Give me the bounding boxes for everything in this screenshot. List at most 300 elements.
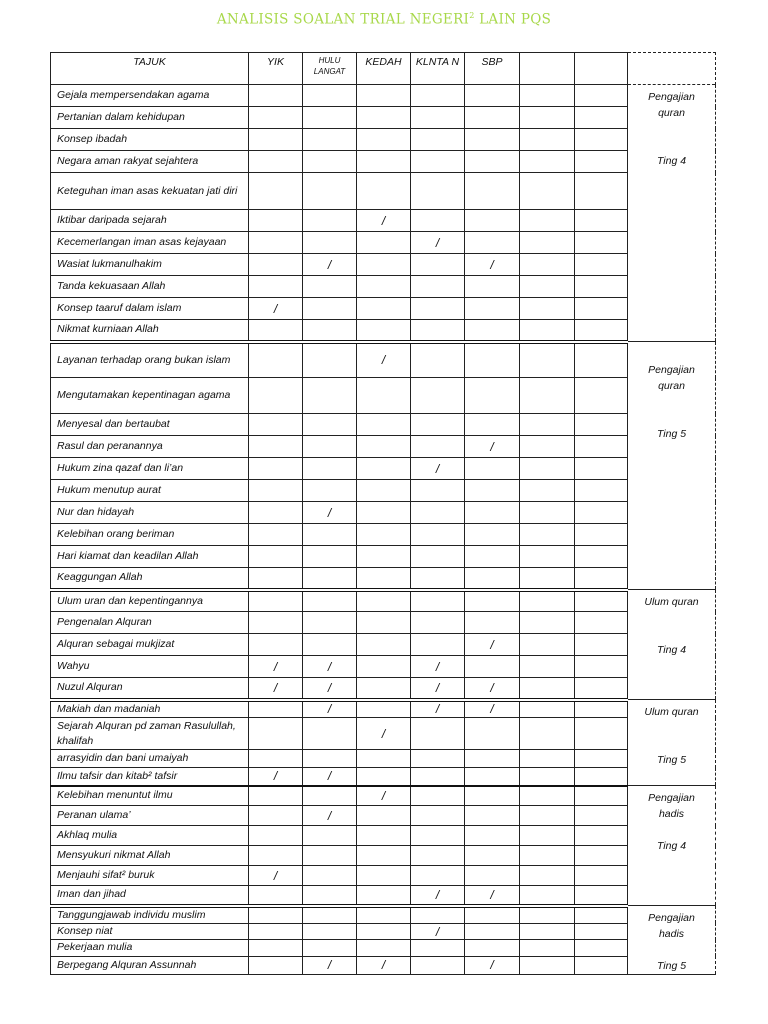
topic-cell: Rasul dan peranannya bbox=[51, 436, 249, 458]
mark-cell-kedah bbox=[357, 107, 411, 129]
table-row bbox=[51, 502, 716, 524]
mark-cell-klntan bbox=[411, 906, 465, 924]
mark-cell-hulu-langat bbox=[303, 378, 357, 414]
mark-cell-kedah bbox=[357, 866, 411, 886]
topic-cell: Wasiat lukmanulhakim bbox=[51, 254, 249, 276]
topic-cell: arrasyidin dan bani umaiyah bbox=[51, 750, 249, 768]
category-line: Pengajian bbox=[648, 91, 695, 103]
mark-cell-blank-1 bbox=[520, 718, 575, 750]
mark-cell-sbp bbox=[465, 320, 520, 342]
mark-cell-blank-2 bbox=[575, 786, 628, 806]
mark-cell-sbp: / bbox=[465, 436, 520, 458]
mark-cell-klntan bbox=[411, 173, 465, 210]
table-row bbox=[51, 906, 716, 924]
mark-cell-klntan: / bbox=[411, 678, 465, 700]
mark-cell-yik bbox=[249, 718, 303, 750]
mark-cell-hulu-langat bbox=[303, 129, 357, 151]
table-row bbox=[51, 634, 716, 656]
topic-cell: Menyesal dan bertaubat bbox=[51, 414, 249, 436]
category-line bbox=[630, 610, 713, 626]
mark-cell-blank-2 bbox=[575, 866, 628, 886]
mark-cell-hulu-langat bbox=[303, 906, 357, 924]
mark-cell-kedah bbox=[357, 173, 411, 210]
mark-cell-yik bbox=[249, 906, 303, 924]
table-row bbox=[51, 886, 716, 906]
table-row bbox=[51, 232, 716, 254]
table-row bbox=[51, 210, 716, 232]
mark-cell-hulu-langat bbox=[303, 612, 357, 634]
category-line bbox=[630, 121, 713, 137]
mark-cell-hulu-langat: / bbox=[303, 502, 357, 524]
mark-cell-kedah: / bbox=[357, 718, 411, 750]
topic-cell: Hukum zina qazaf dan li’an bbox=[51, 458, 249, 480]
category-line: Ting 5 bbox=[656, 754, 687, 766]
header-blank-2 bbox=[575, 53, 628, 85]
table-row bbox=[51, 826, 716, 846]
mark-cell-hulu-langat: / bbox=[303, 700, 357, 718]
mark-cell-kedah bbox=[357, 612, 411, 634]
table-row bbox=[51, 940, 716, 956]
table-row bbox=[51, 129, 716, 151]
table-row bbox=[51, 768, 716, 786]
mark-cell-hulu-langat bbox=[303, 846, 357, 866]
mark-cell-sbp bbox=[465, 546, 520, 568]
mark-cell-yik: / bbox=[249, 768, 303, 786]
mark-cell-klntan bbox=[411, 590, 465, 612]
topic-cell: Konsep niat bbox=[51, 923, 249, 939]
mark-cell-hulu-langat bbox=[303, 320, 357, 342]
category-line: quran bbox=[658, 380, 685, 392]
mark-cell-kedah bbox=[357, 378, 411, 414]
table-row bbox=[51, 414, 716, 436]
mark-cell-blank-1 bbox=[520, 129, 575, 151]
mark-cell-klntan bbox=[411, 524, 465, 546]
mark-cell-klntan bbox=[411, 568, 465, 590]
table-row bbox=[51, 298, 716, 320]
mark-cell-klntan bbox=[411, 210, 465, 232]
mark-cell-hulu-langat bbox=[303, 436, 357, 458]
topic-cell: Pertanian dalam kehidupan bbox=[51, 107, 249, 129]
mark-cell-blank-1 bbox=[520, 342, 575, 378]
mark-cell-blank-1 bbox=[520, 276, 575, 298]
mark-cell-klntan bbox=[411, 612, 465, 634]
table-row bbox=[51, 923, 716, 939]
topic-cell: Ilmu tafsir dan kitab² tafsir bbox=[51, 768, 249, 786]
mark-cell-blank-1 bbox=[520, 107, 575, 129]
category-line bbox=[630, 346, 713, 362]
mark-cell-blank-1 bbox=[520, 634, 575, 656]
mark-cell-yik bbox=[249, 940, 303, 956]
mark-cell-kedah bbox=[357, 232, 411, 254]
mark-cell-hulu-langat bbox=[303, 750, 357, 768]
mark-cell-sbp bbox=[465, 768, 520, 786]
topic-cell: Kelebihan menuntut ilmu bbox=[51, 786, 249, 806]
mark-cell-blank-1 bbox=[520, 923, 575, 939]
table-row bbox=[51, 85, 716, 107]
mark-cell-hulu-langat bbox=[303, 173, 357, 210]
mark-cell-yik bbox=[249, 276, 303, 298]
mark-cell-blank-1 bbox=[520, 298, 575, 320]
topic-cell: Negara aman rakyat sejahtera bbox=[51, 151, 249, 173]
table-row bbox=[51, 107, 716, 129]
category-line: quran bbox=[658, 107, 685, 119]
topic-cell: Makiah dan madaniah bbox=[51, 700, 249, 718]
mark-cell-sbp bbox=[465, 276, 520, 298]
mark-cell-blank-2 bbox=[575, 414, 628, 436]
category-cell bbox=[628, 590, 716, 700]
category-line bbox=[630, 394, 713, 410]
table-row bbox=[51, 151, 716, 173]
mark-cell-blank-1 bbox=[520, 524, 575, 546]
mark-cell-blank-1 bbox=[520, 786, 575, 806]
mark-cell-hulu-langat bbox=[303, 458, 357, 480]
mark-cell-hulu-langat: / bbox=[303, 678, 357, 700]
mark-cell-klntan bbox=[411, 378, 465, 414]
mark-cell-hulu-langat bbox=[303, 568, 357, 590]
mark-cell-blank-1 bbox=[520, 414, 575, 436]
topic-cell: Kecemerlangan iman asas kejayaan bbox=[51, 232, 249, 254]
mark-cell-sbp bbox=[465, 480, 520, 502]
mark-cell-hulu-langat bbox=[303, 786, 357, 806]
mark-cell-kedah bbox=[357, 414, 411, 436]
mark-cell-sbp bbox=[465, 342, 520, 378]
category-line bbox=[630, 720, 713, 736]
table-row bbox=[51, 786, 716, 806]
analysis-table bbox=[50, 52, 716, 975]
mark-cell-yik bbox=[249, 590, 303, 612]
mark-cell-yik bbox=[249, 458, 303, 480]
category-line: Ting 4 bbox=[656, 155, 687, 167]
mark-cell-blank-1 bbox=[520, 480, 575, 502]
mark-cell-kedah bbox=[357, 886, 411, 906]
mark-cell-kedah bbox=[357, 151, 411, 173]
category-line bbox=[630, 822, 713, 838]
mark-cell-sbp bbox=[465, 846, 520, 866]
mark-cell-sbp bbox=[465, 750, 520, 768]
mark-cell-blank-2 bbox=[575, 678, 628, 700]
mark-cell-blank-1 bbox=[520, 956, 575, 974]
mark-cell-klntan: / bbox=[411, 700, 465, 718]
table-row bbox=[51, 276, 716, 298]
mark-cell-kedah bbox=[357, 502, 411, 524]
table-row bbox=[51, 254, 716, 276]
mark-cell-klntan bbox=[411, 786, 465, 806]
mark-cell-kedah bbox=[357, 568, 411, 590]
table-row bbox=[51, 590, 716, 612]
mark-cell-blank-2 bbox=[575, 846, 628, 866]
mark-cell-klntan bbox=[411, 940, 465, 956]
mark-cell-klntan bbox=[411, 276, 465, 298]
mark-cell-blank-1 bbox=[520, 173, 575, 210]
mark-cell-kedah bbox=[357, 524, 411, 546]
mark-cell-blank-2 bbox=[575, 956, 628, 974]
mark-cell-blank-2 bbox=[575, 590, 628, 612]
table-row bbox=[51, 956, 716, 974]
mark-cell-klntan: / bbox=[411, 656, 465, 678]
topic-cell: Mensyukuri nikmat Allah bbox=[51, 846, 249, 866]
mark-cell-kedah bbox=[357, 768, 411, 786]
mark-cell-blank-1 bbox=[520, 846, 575, 866]
mark-cell-hulu-langat: / bbox=[303, 768, 357, 786]
mark-cell-blank-1 bbox=[520, 886, 575, 906]
mark-cell-klntan: / bbox=[411, 886, 465, 906]
mark-cell-blank-1 bbox=[520, 436, 575, 458]
mark-cell-blank-1 bbox=[520, 458, 575, 480]
mark-cell-sbp bbox=[465, 524, 520, 546]
mark-cell-klntan bbox=[411, 806, 465, 826]
mark-cell-sbp bbox=[465, 568, 520, 590]
topic-cell: Hari kiamat dan keadilan Allah bbox=[51, 546, 249, 568]
mark-cell-hulu-langat: / bbox=[303, 254, 357, 276]
mark-cell-hulu-langat bbox=[303, 546, 357, 568]
table-row bbox=[51, 806, 716, 826]
mark-cell-kedah bbox=[357, 906, 411, 924]
mark-cell-kedah bbox=[357, 85, 411, 107]
mark-cell-blank-1 bbox=[520, 378, 575, 414]
mark-cell-kedah bbox=[357, 750, 411, 768]
mark-cell-blank-2 bbox=[575, 320, 628, 342]
mark-cell-yik bbox=[249, 546, 303, 568]
category-line bbox=[630, 736, 713, 752]
mark-cell-hulu-langat bbox=[303, 634, 357, 656]
mark-cell-klntan bbox=[411, 846, 465, 866]
mark-cell-hulu-langat bbox=[303, 524, 357, 546]
mark-cell-sbp: / bbox=[465, 254, 520, 276]
mark-cell-sbp bbox=[465, 107, 520, 129]
header-yik: YIK bbox=[249, 53, 303, 85]
mark-cell-sbp bbox=[465, 210, 520, 232]
mark-cell-kedah: / bbox=[357, 342, 411, 378]
mark-cell-blank-2 bbox=[575, 276, 628, 298]
category-line: hadis bbox=[658, 808, 685, 820]
mark-cell-kedah bbox=[357, 923, 411, 939]
mark-cell-sbp bbox=[465, 906, 520, 924]
topic-cell: Kelebihan orang beriman bbox=[51, 524, 249, 546]
mark-cell-kedah bbox=[357, 826, 411, 846]
mark-cell-kedah bbox=[357, 678, 411, 700]
mark-cell-blank-2 bbox=[575, 886, 628, 906]
table-row bbox=[51, 846, 716, 866]
mark-cell-yik bbox=[249, 414, 303, 436]
mark-cell-sbp: / bbox=[465, 678, 520, 700]
topic-cell: Ulum uran dan kepentingannya bbox=[51, 590, 249, 612]
mark-cell-blank-1 bbox=[520, 940, 575, 956]
mark-cell-yik bbox=[249, 502, 303, 524]
mark-cell-blank-1 bbox=[520, 502, 575, 524]
mark-cell-blank-1 bbox=[520, 254, 575, 276]
category-line bbox=[630, 942, 713, 958]
mark-cell-klntan bbox=[411, 718, 465, 750]
mark-cell-blank-2 bbox=[575, 151, 628, 173]
category-cell bbox=[628, 700, 716, 786]
mark-cell-sbp: / bbox=[465, 700, 520, 718]
mark-cell-blank-2 bbox=[575, 940, 628, 956]
category-cell bbox=[628, 906, 716, 975]
mark-cell-klntan bbox=[411, 298, 465, 320]
topic-cell: Menjauhi sifat² buruk bbox=[51, 866, 249, 886]
mark-cell-hulu-langat bbox=[303, 590, 357, 612]
mark-cell-blank-2 bbox=[575, 923, 628, 939]
category-line: Pengajian bbox=[648, 912, 695, 924]
mark-cell-hulu-langat bbox=[303, 866, 357, 886]
mark-cell-kedah bbox=[357, 458, 411, 480]
mark-cell-blank-2 bbox=[575, 906, 628, 924]
mark-cell-blank-2 bbox=[575, 700, 628, 718]
mark-cell-blank-2 bbox=[575, 806, 628, 826]
topic-cell: Iktibar daripada sejarah bbox=[51, 210, 249, 232]
mark-cell-kedah bbox=[357, 320, 411, 342]
topic-cell: Hukum menutup aurat bbox=[51, 480, 249, 502]
mark-cell-sbp bbox=[465, 866, 520, 886]
mark-cell-kedah: / bbox=[357, 956, 411, 974]
mark-cell-klntan bbox=[411, 85, 465, 107]
category-line: Ting 5 bbox=[656, 960, 687, 972]
topic-cell: Alquran sebagai mukjizat bbox=[51, 634, 249, 656]
mark-cell-blank-1 bbox=[520, 906, 575, 924]
mark-cell-yik bbox=[249, 378, 303, 414]
mark-cell-sbp bbox=[465, 85, 520, 107]
mark-cell-blank-1 bbox=[520, 750, 575, 768]
mark-cell-yik bbox=[249, 210, 303, 232]
table-row bbox=[51, 378, 716, 414]
table-row bbox=[51, 700, 716, 718]
mark-cell-blank-2 bbox=[575, 129, 628, 151]
mark-cell-sbp bbox=[465, 718, 520, 750]
topic-cell: Iman dan jihad bbox=[51, 886, 249, 906]
mark-cell-blank-2 bbox=[575, 718, 628, 750]
topic-cell: Nuzul Alquran bbox=[51, 678, 249, 700]
mark-cell-blank-1 bbox=[520, 678, 575, 700]
topic-cell: Konsep taaruf dalam islam bbox=[51, 298, 249, 320]
mark-cell-sbp bbox=[465, 173, 520, 210]
mark-cell-klntan bbox=[411, 956, 465, 974]
mark-cell-hulu-langat bbox=[303, 85, 357, 107]
mark-cell-yik bbox=[249, 85, 303, 107]
mark-cell-blank-2 bbox=[575, 568, 628, 590]
mark-cell-blank-1 bbox=[520, 700, 575, 718]
mark-cell-blank-2 bbox=[575, 480, 628, 502]
category-line: Ulum quran bbox=[644, 706, 699, 718]
header-sbp: SBP bbox=[465, 53, 520, 85]
mark-cell-klntan bbox=[411, 151, 465, 173]
topic-cell: Peranan ulama’ bbox=[51, 806, 249, 826]
mark-cell-yik bbox=[249, 320, 303, 342]
mark-cell-yik: / bbox=[249, 298, 303, 320]
mark-cell-blank-2 bbox=[575, 524, 628, 546]
mark-cell-hulu-langat bbox=[303, 718, 357, 750]
mark-cell-kedah bbox=[357, 590, 411, 612]
header-category bbox=[628, 53, 716, 85]
mark-cell-blank-2 bbox=[575, 232, 628, 254]
mark-cell-blank-2 bbox=[575, 634, 628, 656]
table-row bbox=[51, 656, 716, 678]
topic-cell: Keaggungan Allah bbox=[51, 568, 249, 590]
mark-cell-yik bbox=[249, 480, 303, 502]
mark-cell-yik: / bbox=[249, 656, 303, 678]
mark-cell-yik bbox=[249, 107, 303, 129]
mark-cell-klntan: / bbox=[411, 923, 465, 939]
mark-cell-hulu-langat bbox=[303, 151, 357, 173]
mark-cell-sbp bbox=[465, 786, 520, 806]
mark-cell-sbp bbox=[465, 298, 520, 320]
mark-cell-klntan bbox=[411, 750, 465, 768]
category-line bbox=[630, 626, 713, 642]
mark-cell-yik: / bbox=[249, 678, 303, 700]
mark-cell-hulu-langat bbox=[303, 298, 357, 320]
topic-cell: Layanan terhadap orang bukan islam bbox=[51, 342, 249, 378]
category-line: Ulum quran bbox=[644, 596, 699, 608]
mark-cell-blank-2 bbox=[575, 612, 628, 634]
mark-cell-hulu-langat: / bbox=[303, 656, 357, 678]
mark-cell-yik bbox=[249, 806, 303, 826]
table-row bbox=[51, 436, 716, 458]
topic-cell: Mengutamakan kepentinagan agama bbox=[51, 378, 249, 414]
mark-cell-yik bbox=[249, 524, 303, 546]
mark-cell-kedah bbox=[357, 480, 411, 502]
mark-cell-sbp bbox=[465, 151, 520, 173]
mark-cell-blank-1 bbox=[520, 210, 575, 232]
topic-cell: Konsep ibadah bbox=[51, 129, 249, 151]
mark-cell-klntan bbox=[411, 502, 465, 524]
mark-cell-klntan bbox=[411, 320, 465, 342]
mark-cell-kedah bbox=[357, 546, 411, 568]
category-cell bbox=[628, 342, 716, 590]
mark-cell-sbp bbox=[465, 923, 520, 939]
table-row bbox=[51, 458, 716, 480]
mark-cell-blank-2 bbox=[575, 436, 628, 458]
mark-cell-yik: / bbox=[249, 866, 303, 886]
mark-cell-kedah: / bbox=[357, 786, 411, 806]
mark-cell-blank-1 bbox=[520, 806, 575, 826]
mark-cell-sbp bbox=[465, 590, 520, 612]
mark-cell-kedah bbox=[357, 436, 411, 458]
mark-cell-sbp bbox=[465, 129, 520, 151]
topic-cell: Tanggungjawab individu muslim bbox=[51, 906, 249, 924]
mark-cell-hulu-langat bbox=[303, 923, 357, 939]
mark-cell-blank-1 bbox=[520, 320, 575, 342]
mark-cell-sbp bbox=[465, 232, 520, 254]
mark-cell-hulu-langat bbox=[303, 107, 357, 129]
table-row bbox=[51, 612, 716, 634]
category-line: Pengajian bbox=[648, 364, 695, 376]
topic-cell: Pekerjaan mulia bbox=[51, 940, 249, 956]
mark-cell-yik bbox=[249, 956, 303, 974]
mark-cell-hulu-langat bbox=[303, 276, 357, 298]
mark-cell-yik bbox=[249, 826, 303, 846]
topic-cell: Keteguhan iman asas kekuatan jati diri bbox=[51, 173, 249, 210]
header-blank-1 bbox=[520, 53, 575, 85]
mark-cell-hulu-langat bbox=[303, 940, 357, 956]
mark-cell-blank-2 bbox=[575, 342, 628, 378]
mark-cell-klntan bbox=[411, 129, 465, 151]
mark-cell-yik bbox=[249, 232, 303, 254]
mark-cell-sbp bbox=[465, 826, 520, 846]
mark-cell-sbp bbox=[465, 612, 520, 634]
mark-cell-blank-1 bbox=[520, 85, 575, 107]
mark-cell-hulu-langat: / bbox=[303, 956, 357, 974]
header-klntan: KLNTA N bbox=[411, 53, 465, 85]
mark-cell-klntan bbox=[411, 546, 465, 568]
category-line: hadis bbox=[658, 928, 685, 940]
mark-cell-kedah bbox=[357, 700, 411, 718]
topic-cell: Gejala mempersendakan agama bbox=[51, 85, 249, 107]
mark-cell-yik bbox=[249, 568, 303, 590]
table-row bbox=[51, 546, 716, 568]
mark-cell-klntan bbox=[411, 826, 465, 846]
mark-cell-blank-1 bbox=[520, 866, 575, 886]
mark-cell-yik bbox=[249, 750, 303, 768]
mark-cell-yik bbox=[249, 173, 303, 210]
